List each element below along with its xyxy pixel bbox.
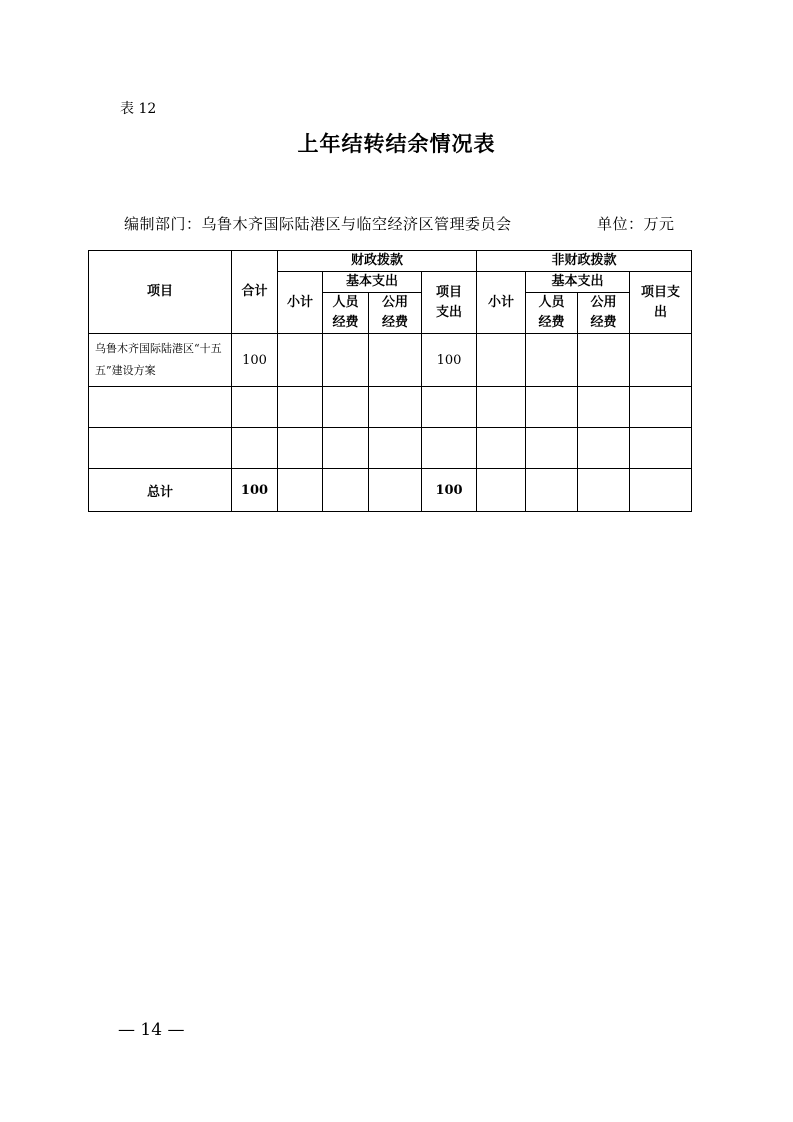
col-header-nonfiscal: 非财政拨款 [477,251,692,272]
table-row [89,334,692,387]
cell-fiscal-personnel [323,334,369,387]
empty-cell [578,387,630,428]
empty-cell [477,428,526,469]
total-label: 总计 [89,469,232,512]
empty-cell [89,387,232,428]
cell-nf-subtotal [477,334,526,387]
col-header-project: 项目 [89,251,232,334]
cell-nf-public [578,334,630,387]
carryover-table [88,250,692,512]
table-number-label: 表 12 [120,101,157,117]
empty-cell [477,387,526,428]
empty-cell [369,387,422,428]
empty-cell [232,387,278,428]
empty-cell [278,469,323,512]
col-header-total: 合计 [232,251,278,334]
table-total-row [89,469,692,512]
empty-cell [526,469,578,512]
col-header-nf-public: 公用 经费 [578,293,630,334]
empty-cell [578,428,630,469]
total-fiscal-project: 100 [422,469,477,512]
cell-fiscal-public [369,334,422,387]
empty-cell [278,428,323,469]
table-row-empty [89,387,692,428]
empty-cell [578,469,630,512]
page-number: — 14 — [118,1020,185,1040]
col-header-fiscal-personnel: 人员 经费 [323,293,369,334]
col-header-nf-subtotal: 小计 [477,272,526,334]
cell-total: 100 [232,334,278,387]
col-header-fiscal-public: 公用 经费 [369,293,422,334]
cell-project: 乌鲁木齐国际陆港区“十五五”建设方案 [89,334,232,387]
empty-cell [630,428,692,469]
cell-nf-personnel [526,334,578,387]
cell-nf-project [630,334,692,387]
cell-fiscal-subtotal [278,334,323,387]
col-header-nf-project: 项目支 出 [630,272,692,334]
total-sum: 100 [232,469,278,512]
empty-cell [477,469,526,512]
col-header-nf-personnel: 人员 经费 [526,293,578,334]
empty-cell [422,428,477,469]
unit-label: 单位：万元 [597,215,675,233]
col-header-fiscal-project: 项目 支出 [422,272,477,334]
empty-cell [369,428,422,469]
empty-cell [323,428,369,469]
empty-cell [278,387,323,428]
cell-fiscal-project: 100 [422,334,477,387]
empty-cell [323,469,369,512]
col-header-fiscal-subtotal: 小计 [278,272,323,334]
empty-cell [630,469,692,512]
col-header-fiscal: 财政拨款 [278,251,477,272]
empty-cell [526,387,578,428]
col-header-nf-basic: 基本支出 [526,272,630,293]
empty-cell [526,428,578,469]
table-row-empty [89,428,692,469]
page-title: 上年结转结余情况表 [297,131,496,156]
col-header-fiscal-basic: 基本支出 [323,272,422,293]
department-label: 编制部门：乌鲁木齐国际陆港区与临空经济区管理委员会 [124,215,512,233]
empty-cell [422,387,477,428]
empty-cell [369,469,422,512]
empty-cell [323,387,369,428]
empty-cell [89,428,232,469]
empty-cell [630,387,692,428]
empty-cell [232,428,278,469]
